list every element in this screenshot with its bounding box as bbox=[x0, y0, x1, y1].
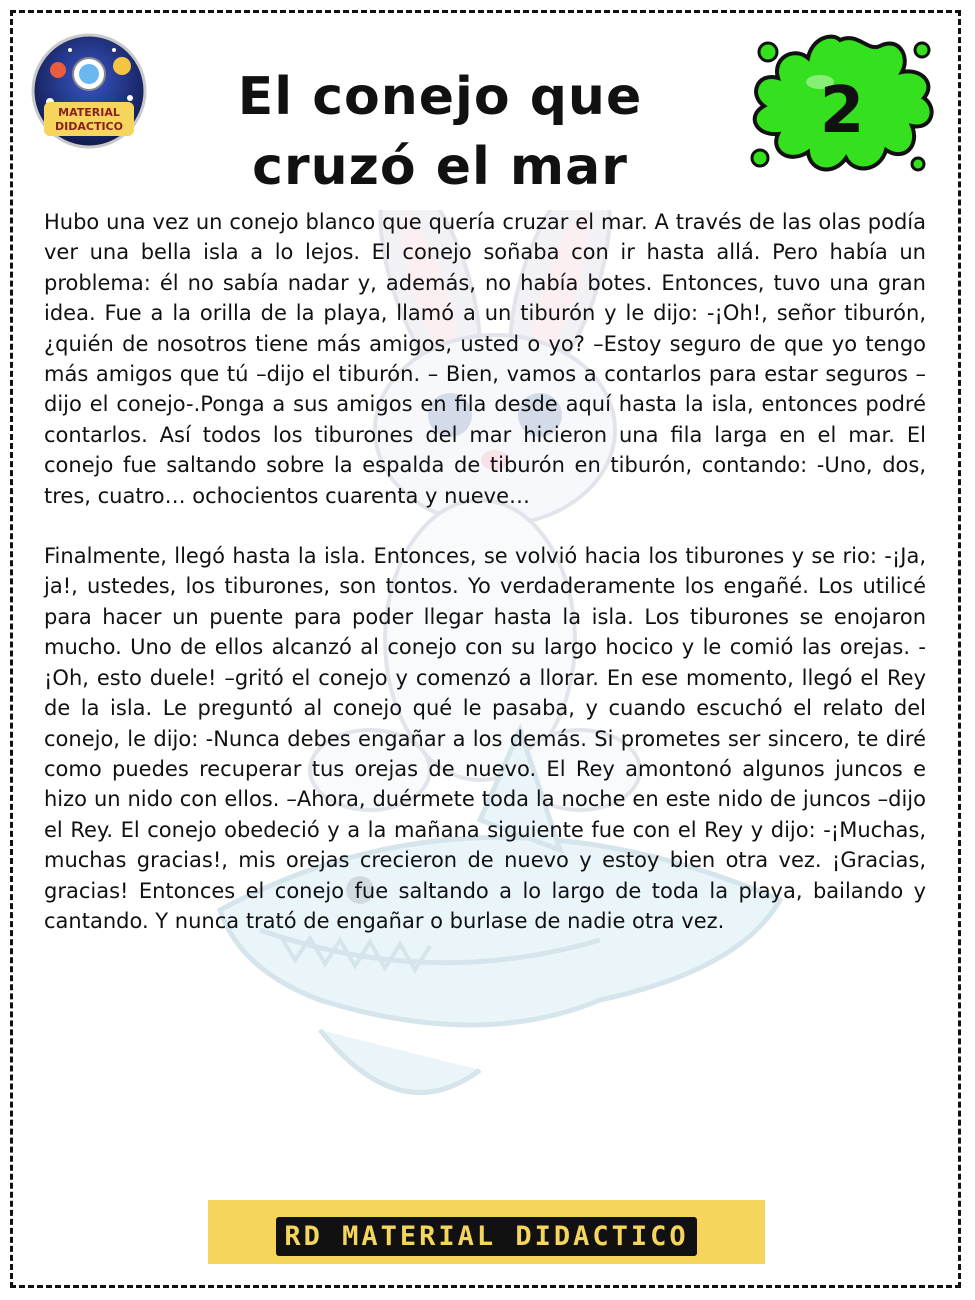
logo-text-line2: DIDACTICO bbox=[55, 120, 123, 133]
story-paragraph-1: Hubo una vez un conejo blanco que quería cruzar el mar. A través de las olas podía ver una bella isla a lo lejos. El conejo soñaba con ir hasta allá. Pero había un problema: él no sabía nadar y, además, no había botes. Entonces, tuvo una gran idea. Fue a la orilla de la playa, llamó a un tiburón y le dijo: -¡Oh!, señor tiburón, ¿quién de nosotros tiene más amigos, usted o yo? –Estoy seguro de que yo tengo más amigos que tú –dijo el tiburón. – Bien, vamos a contarlos para estar seguros –dijo el conejo-.Ponga a sus amigos en fila desde aquí hasta la isla, entonces podré contarlos. Así todos los tiburones del mar hicieron una fila larga en el mar. El conejo fue saltando sobre la espalda de tiburón en tiburón, contando: -Uno, dos, tres, cuatro… ochocientos cuarenta y nueve… bbox=[44, 210, 926, 508]
story-text bbox=[44, 207, 926, 966]
footer-banner bbox=[208, 1200, 765, 1264]
logo-text-line1: MATERIAL bbox=[58, 106, 120, 119]
story-paragraph-2: Finalmente, llegó hasta la isla. Entonces, se volvió hacia los tiburones y se rio: -¡Ja, ja!, ustedes, los tiburones, son tontos. Yo verdaderamente los engañé. Los utilicé para hacer un puente para poder llegar hasta la isla. Los tiburones se enojaron mucho. Uno de ellos alcanzó al conejo con su largo hocico y le comió las orejas. -¡Oh, esto duele! –gritó el conejo y comenzó a llorar. En ese momento, llegó el Rey de la isla. Le preguntó al conejo qué le pasaba, y cuando escuchó el relato del conejo, le dijo: -Nunca debes engañar a los demás. Si prometes ser sincero, te diré como puedes recuperar tus orejas de nuevo. El Rey amontonó algunos juncos e hizo un nido con ellos. –Ahora, duérmete toda la noche en este nido de juncos –dijo el Rey. El conejo obedeció y a la mañana siguiente fue con el Rey y dijo: -¡Muchas, muchas gracias!, mis orejas crecieron de nuevo y estoy bien otra vez. ¡Gracias, gracias! Entonces el conejo fue saltando a lo largo de toda la playa, bailando y cantando. Y nunca trató de engañar o burlase de nadie otra vez. bbox=[44, 544, 926, 933]
number-splat-badge bbox=[740, 22, 940, 182]
footer-label: RD MATERIAL DIDACTICO bbox=[276, 1217, 696, 1256]
material-didactico-logo-icon bbox=[30, 32, 148, 150]
title-line-2: cruzó el mar bbox=[252, 137, 628, 197]
badge-number: 2 bbox=[819, 74, 865, 148]
page-title bbox=[180, 62, 700, 202]
title-line-1: El conejo que bbox=[237, 67, 643, 127]
